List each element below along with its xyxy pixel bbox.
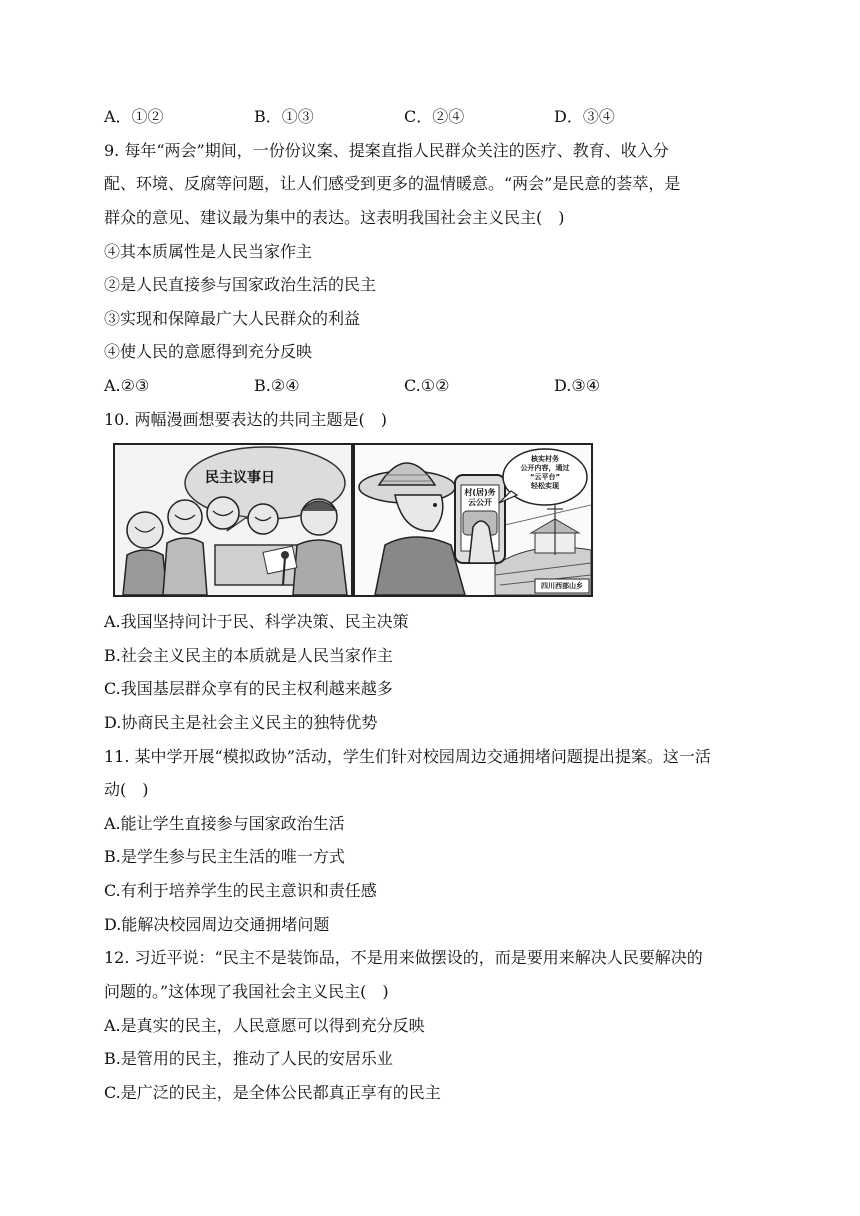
q10-option-d: D.协商民主是社会主义民主的独特优势 bbox=[104, 713, 378, 732]
q8-option-b: B．①③ bbox=[254, 107, 314, 126]
cartoon2-bubble-line-3: “云平台” bbox=[529, 473, 561, 481]
cartoon2-bubble-line-2: 公开内容，通过 bbox=[520, 464, 570, 472]
cartoon2-bubble-text bbox=[509, 455, 581, 491]
q11-option-d: D.能解决校园周边交通拥堵问题 bbox=[104, 915, 330, 934]
q9-options bbox=[104, 376, 744, 396]
q12-stem-line-2: 问题的。”这体现了我国社会主义民主( ) bbox=[104, 982, 389, 1001]
q8-option-c: C．②④ bbox=[404, 107, 465, 126]
cartoon2-sign-text: 四川西部山乡 bbox=[541, 582, 583, 590]
q12-option-a: A.是真实的民主，人民意愿可以得到充分反映 bbox=[104, 1016, 425, 1035]
cartoon2-phone-text bbox=[463, 488, 497, 508]
q9-statement-1: ④其本质属性是人民当家作主 bbox=[104, 242, 313, 261]
cartoon2-phone-line-1: 村(居)务 bbox=[464, 488, 496, 497]
q12-option-b: B.是管用的民主，推动了人民的安居乐业 bbox=[104, 1049, 393, 1068]
cartoon-cloud-village-affairs bbox=[353, 443, 593, 597]
q8-option-d: D．③④ bbox=[554, 107, 615, 126]
q11-option-b: B.是学生参与民主生活的唯一方式 bbox=[104, 847, 345, 866]
q11-option-c: C.有利于培养学生的民主意识和责任感 bbox=[104, 881, 377, 900]
q10-option-b: B.社会主义民主的本质就是人民当家作主 bbox=[104, 646, 393, 665]
q11-stem-line-1: 11. 某中学开展“模拟政协”活动，学生们针对校园周边交通拥堵问题提出提案。这一活 bbox=[104, 747, 711, 766]
q11-option-a: A.能让学生直接参与国家政治生活 bbox=[104, 814, 345, 833]
q9-statement-2: ②是人民直接参与国家政治生活的民主 bbox=[104, 275, 377, 294]
q10-option-a: A.我国坚持问计于民、科学决策、民主决策 bbox=[104, 612, 409, 631]
q9-stem-line-1: 9. 每年“两会”期间，一份份议案、提案直指人民群众关注的医疗、教育、收入分 bbox=[104, 141, 669, 160]
q9-statement-3: ③实现和保障最广大人民群众的利益 bbox=[104, 309, 361, 328]
q9-stem-line-3: 群众的意见、建议最为集中的表达。这表明我国社会主义民主( ) bbox=[104, 208, 565, 227]
q9-option-d: D.③④ bbox=[554, 376, 601, 395]
cartoon2-bubble-line-4: 轻松实现 bbox=[531, 482, 559, 490]
q8-option-a: A．①② bbox=[104, 107, 164, 126]
cartoon2-phone-line-2: 云公开 bbox=[468, 498, 492, 507]
cartoon-democratic-meeting bbox=[113, 443, 353, 597]
q10-option-c: C.我国基层群众享有的民主权利越来越多 bbox=[104, 679, 393, 698]
q12-option-c: C.是广泛的民主，是全体公民都真正享有的民主 bbox=[104, 1083, 441, 1102]
q12-stem-line-1: 12. 习近平说：“民主不是装饰品，不是用来做摆设的，而是要用来解决人民要解决的 bbox=[104, 948, 703, 967]
cartoon1-bubble-text: 民主议事日 bbox=[205, 470, 275, 486]
q11-stem-line-2: 动( ) bbox=[104, 780, 149, 799]
cartoon2-bubble-line-1: 核实村务 bbox=[531, 455, 559, 463]
q9-statement-4: ④使人民的意愿得到充分反映 bbox=[104, 342, 313, 361]
q9-stem-line-2: 配、环境、反腐等问题，让人们感受到更多的温情暖意。“两会”是民意的荟萃，是 bbox=[104, 174, 681, 193]
q10-stem: 10. 两幅漫画想要表达的共同主题是( ) bbox=[104, 410, 388, 429]
q9-option-c: C.①② bbox=[404, 376, 450, 395]
q9-option-a: A.②③ bbox=[104, 376, 150, 395]
q8-options bbox=[104, 107, 744, 127]
q9-option-b: B.②④ bbox=[254, 376, 300, 395]
